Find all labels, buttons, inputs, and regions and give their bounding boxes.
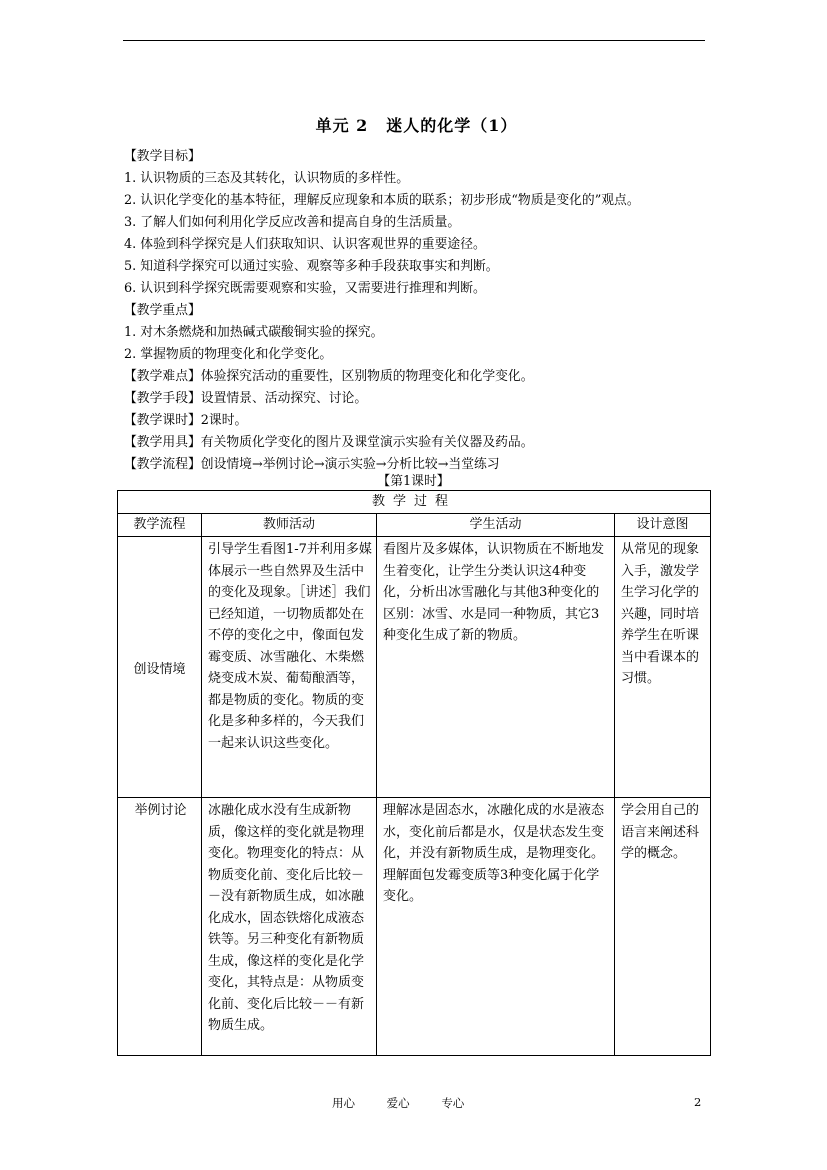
footer-motto: 用心: [332, 1096, 355, 1110]
title-unit: 单元 2: [315, 116, 369, 135]
objective-item: 3. 了解人们如何利用化学反应改善和提高自身的生活质量。: [124, 215, 461, 230]
key-point-item: 1. 对木条燃烧和加热碱式碳酸铜实验的探究。: [124, 325, 384, 340]
table-row: [118, 798, 711, 1056]
materials-line: [124, 432, 714, 454]
info-text: 创设情境→举例讨论→演示实验→分析比较→当堂练习: [200, 457, 500, 472]
difficulty-line: [124, 366, 714, 388]
lesson-plan-body: [124, 146, 714, 476]
key-points-heading: 【教学重点】: [124, 303, 201, 318]
student-activity-cell: 理解冰是固态水，冰融化成的水是液态水，变化前后都是水，仅是状态发生变化，并没有新物质生成，是物理变化。 理解面包发霉变质等3种变化属于化学变化。: [377, 798, 615, 1056]
objective-item: 5. 知道科学探究可以通过实验、观察等多种手段获取事实和判断。: [124, 259, 499, 274]
info-text: 有关物质化学变化的图片及课堂演示实验有关仪器及药品。: [200, 435, 534, 450]
table-span-header: 教学过程: [118, 491, 711, 514]
column-header: 教学流程: [118, 514, 202, 537]
table-header-row: [118, 514, 711, 537]
footer-mottos: [332, 1095, 492, 1111]
stage-cell: 创设情境: [118, 537, 202, 798]
info-label: 【教学用具】: [124, 435, 201, 450]
footer-motto: 专心: [441, 1096, 465, 1110]
objective-item: 2. 认识化学变化的基本特征，理解反应现象和本质的联系；初步形成“物质是变化的”观点。: [124, 193, 640, 208]
info-label: 【教学课时】: [124, 413, 201, 428]
info-label: 【教学手段】: [124, 391, 201, 406]
info-text: 2课时。: [200, 413, 248, 428]
info-label: 【教学难点】: [124, 369, 201, 384]
teacher-activity-cell: 冰融化成水没有生成新物质，像这样的变化就是物理变化。物理变化的特点：从物质变化前、变化后比较－－没有新物质生成，如冰融化成水，固态铁熔化成液态铁等。另三种变化有新物质生成，像这样的变化是化学变化，其特点是：从物质变化前、变化后比较－－有新物质生成。: [202, 798, 377, 1056]
footer-motto: 爱心: [386, 1096, 410, 1110]
info-text: 设置情景、活动探究、讨论。: [200, 391, 368, 406]
header-rule: [123, 40, 705, 41]
session-label: 【第1课时】: [377, 474, 450, 489]
means-line: [124, 388, 714, 410]
info-label: 【教学流程】: [124, 457, 201, 472]
stage-cell: 举例讨论: [118, 798, 202, 1056]
column-header: 设计意图: [615, 514, 711, 537]
objectives-heading: 【教学目标】: [124, 149, 201, 164]
table-row: [118, 537, 711, 798]
design-intent-cell: 从常见的现象入手，激发学生学习化学的兴趣，同时培养学生在听课当中看课本的习惯。: [615, 537, 711, 798]
objective-item: 6. 认识到科学探究既需要观察和实验，又需要进行推理和判断。: [124, 281, 486, 296]
column-header: 学生活动: [377, 514, 615, 537]
student-activity-cell: 看图片及多媒体，认识物质在不断地发生着变化，让学生分类认识这4种变化，分析出冰雪融化与其他3种变化的区别：冰雪、水是同一种物质，其它3种变化生成了新的物质。: [377, 537, 615, 798]
design-intent-cell: 学会用自己的语言来阐述科学的概念。: [615, 798, 711, 1056]
periods-line: [124, 410, 714, 432]
page-number: 2: [694, 1095, 702, 1109]
info-text: 体验探究活动的重要性，区别物质的物理变化和化学变化。: [200, 369, 534, 384]
key-point-item: 2. 掌握物质的物理变化和化学变化。: [124, 347, 333, 362]
objective-item: 1. 认识物质的三态及其转化，认识物质的多样性。: [124, 171, 410, 186]
title-name: 迷人的化学（1）: [386, 116, 518, 135]
teacher-activity-cell: 引导学生看图1-7并利用多媒体展示一些自然界及生活中的变化及现象。［讲述］我们已经知道，一切物质都处在不停的变化之中，像面包发霉变质、冰雪融化、木柴燃烧变成木炭、葡萄酿酒等，都是物质的变化。物质的变化是多种多样的，今天我们一起来认识这些变化。: [202, 537, 377, 798]
teaching-process-table: [117, 490, 711, 1056]
objective-item: 4. 体验到科学探究是人们获取知识、认识客观世界的重要途径。: [124, 237, 486, 252]
page-title: [0, 113, 827, 136]
column-header: 教师活动: [202, 514, 377, 537]
